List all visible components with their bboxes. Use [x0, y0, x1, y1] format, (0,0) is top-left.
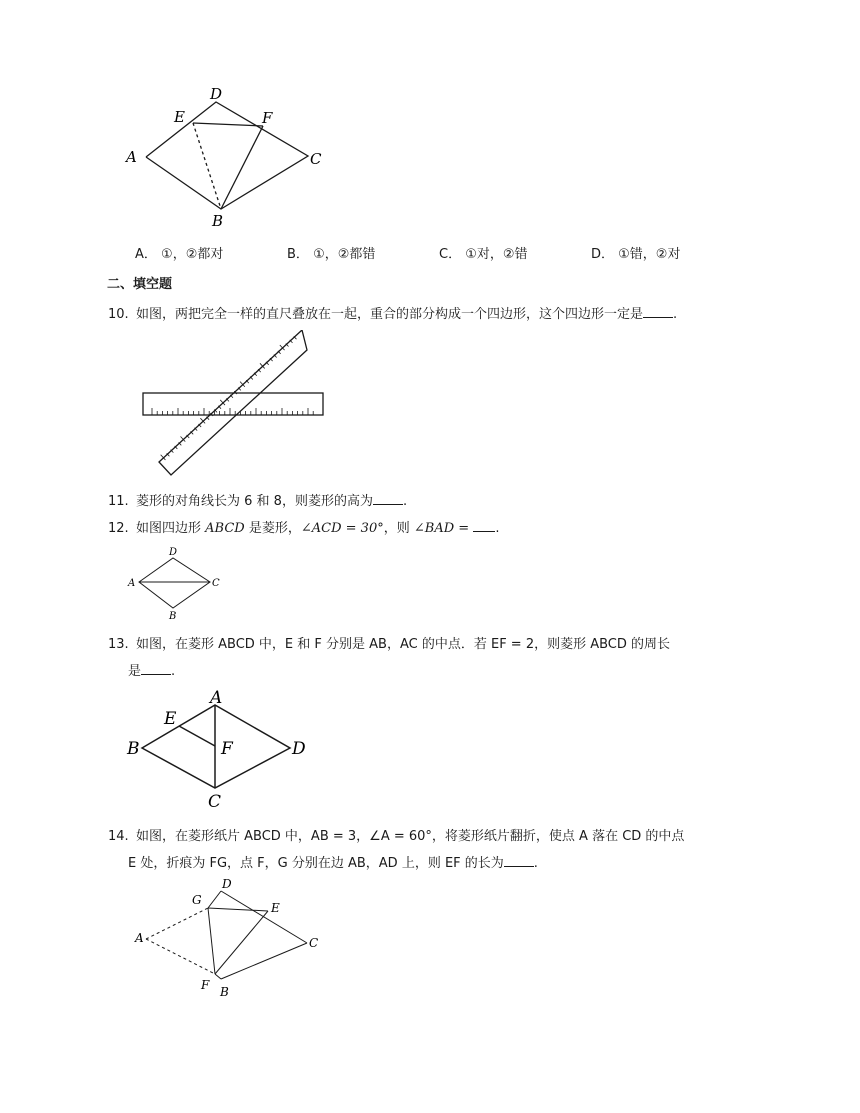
figure-rhombus-q12 [125, 543, 225, 623]
label-c: C [208, 792, 222, 810]
label-d: D [210, 85, 223, 103]
answer-blank[interactable] [473, 519, 495, 532]
label-c: C [212, 578, 220, 589]
answer-choices [135, 243, 735, 261]
label-a: A [210, 688, 223, 708]
label-d: D [222, 877, 232, 891]
answer-blank[interactable] [141, 662, 171, 675]
label-e: E [174, 108, 185, 126]
label-b: B [127, 739, 140, 759]
label-f: F [221, 739, 233, 759]
figure-rulers [138, 330, 328, 478]
label-d: D [292, 739, 306, 759]
choice-d[interactable]: D． ①错，②对 [591, 247, 681, 262]
label-e: E [271, 901, 280, 915]
answer-blank[interactable] [373, 492, 403, 505]
question-11: 11. 菱形的对角线长为 6 和 8，则菱形的高为 . [108, 494, 408, 509]
label-e: E [164, 709, 177, 729]
label-b: B [212, 212, 224, 230]
question-10: 10. 如图，两把完全一样的直尺叠放在一起，重合的部分构成一个四边形，这个四边形一定是 . [108, 307, 678, 322]
label-f: F [201, 978, 210, 992]
question-14: 14. 如图，在菱形纸片 ABCD 中，AB = 3，∠A = 60°，将菱形纸片翻折，使点 A 落在 CD 的中点 [108, 829, 685, 844]
label-c: C [309, 936, 319, 950]
choice-b[interactable]: B． ①，②都错 [287, 247, 376, 262]
choice-c[interactable]: C． ①对，②错 [439, 247, 528, 262]
label-g: G [192, 893, 202, 907]
answer-blank[interactable] [504, 854, 534, 867]
question-14-continued: E 处，折痕为 FG，点 F，G 分别在边 AB，AD 上，则 EF 的长为 . [128, 856, 538, 871]
section-title: 二、填空题 [107, 277, 173, 292]
label-b: B [220, 985, 229, 999]
question-13: 13. 如图，在菱形 ABCD 中，E 和 F 分别是 AB，AC 的中点．若 EF = 2，则菱形 ABCD 的周长 [108, 637, 671, 652]
label-a: A [126, 148, 137, 166]
figure-rhombus-q14 [125, 875, 330, 1000]
label-b: B [169, 611, 177, 622]
figure-rhombus-fold [120, 82, 340, 232]
question-12: 12. 如图四边形 ABCD 是菱形，∠ACD = 30°，则 ∠BAD = . [108, 521, 500, 536]
figure-rhombus-q13 [122, 688, 317, 810]
label-c: C [310, 150, 322, 168]
label-a: A [128, 578, 136, 589]
question-13-continued: 是 . [128, 664, 176, 679]
label-a: A [135, 931, 144, 945]
label-d: D [169, 547, 178, 558]
answer-blank[interactable] [643, 305, 673, 318]
choice-a[interactable]: A． ①，②都对 [135, 247, 224, 262]
label-f: F [262, 109, 273, 127]
